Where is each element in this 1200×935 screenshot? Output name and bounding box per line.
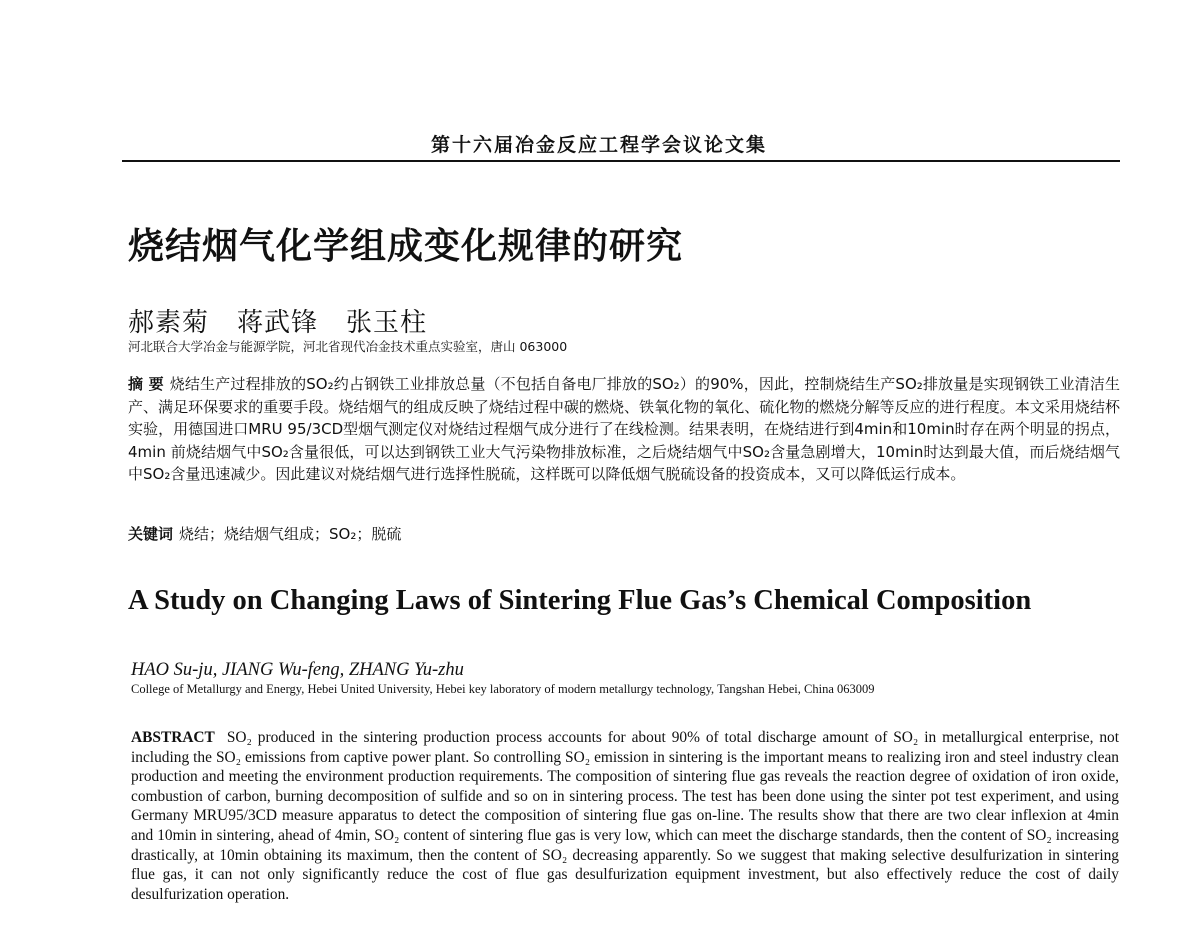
abstract-text-en: SO₂ produced in the sintering production process accounts for about 90% of total discharge amount of SO₂ in metallurgical enterprise, not including the SO₂ emissions from captive power plant. So controlling SO₂ emission in sintering is the important means to realizing iron and steel industry clean production and meeting the environment production requirements. The composition of sintering flue gas reveals the reaction degree of oxidation of iron oxide, combustion of carbon, burning decomposition of sulfide and so on in sintering process. The test has been done using the sinter pot test experiment, and using Germany MRU95/3CD measure apparatus to detect the composition of sintering flue gas on-line. The results show that there are two clear inflexion at 4min and 10min in sintering, ahead of 4min, SO₂ content of sintering flue gas is very low, which can meet the discharge standards, then the content of SO₂ increasing drastically, at 10min obtaining its maximum, then the content of SO₂ decreasing apparently. So we suggest that making selective desulfurization in sintering flue gas, it can not only significantly reduce the cost of flue gas desulfurization equipment investment, but also effectively reduce the cost of daily desulfurization operation. bbox=[131, 729, 1119, 903]
keywords-label-cn: 关键词 bbox=[128, 525, 174, 543]
author-name-cn: 蒋武锋 bbox=[237, 308, 319, 338]
header-rule bbox=[122, 160, 1120, 162]
abstract-label-en: ABSTRACT bbox=[131, 729, 215, 746]
abstract-text-cn: 烧结生产过程排放的SO₂约占钢铁工业排放总量（不包括自备电厂排放的SO₂）的90%，因此，控制烧结生产SO₂排放量是实现钢铁工业清洁生产、满足环保要求的重要手段。烧结烟气的组成反映了烧结过程中碳的燃烧、铁氧化物的氧化、硫化物的燃烧分解等反应的进行程度。本文采用烧结杯实验，用德国进口MRU 95/3CD型烟气测定仪对烧结过程烟气成分进行了在线检测。结果表明，在烧结进行到4min和10min时存在两个明显的拐点，4min 前烧结烟气中SO₂含量很低，可以达到钢铁工业大气污染物排放标准，之后烧结烟气中SO₂含量急剧增大，10min时达到最大值，而后烧结烟气中SO₂含量迅速减少。因此建议对烧结烟气进行选择性脱硫，这样既可以降低烟气脱硫设备的投资成本，又可以降低运行成本。 bbox=[128, 375, 1120, 483]
keywords-cn bbox=[128, 523, 1120, 544]
affiliation-en: College of Metallurgy and Energy, Hebei United University, Hebei key laboratory of modern metallurgy technology, Tangshan Hebei, China 063009 bbox=[131, 682, 875, 696]
abstract-en bbox=[131, 728, 1119, 904]
affiliation-cn: 河北联合大学冶金与能源学院，河北省现代冶金技术重点实验室，唐山 063000 bbox=[128, 339, 568, 354]
author-list-cn bbox=[128, 302, 455, 339]
author-name-cn: 张玉柱 bbox=[346, 308, 428, 338]
running-header: 第十六届冶金反应工程学会议论文集 bbox=[430, 134, 767, 156]
author-name-cn: 郝素菊 bbox=[128, 308, 210, 338]
abstract-label-cn: 摘 要 bbox=[128, 375, 164, 393]
author-list-en: HAO Su-ju, JIANG Wu-feng, ZHANG Yu-zhu bbox=[131, 660, 464, 680]
paper-title-en: A Study on Changing Laws of Sintering Flue Gas’s Chemical Composition bbox=[128, 585, 1032, 616]
keywords-text-cn: 烧结；烧结烟气组成；SO₂；脱硫 bbox=[179, 525, 402, 543]
abstract-cn bbox=[128, 373, 1120, 486]
paper-title-cn: 烧结烟气化学组成变化规律的研究 bbox=[128, 226, 684, 267]
